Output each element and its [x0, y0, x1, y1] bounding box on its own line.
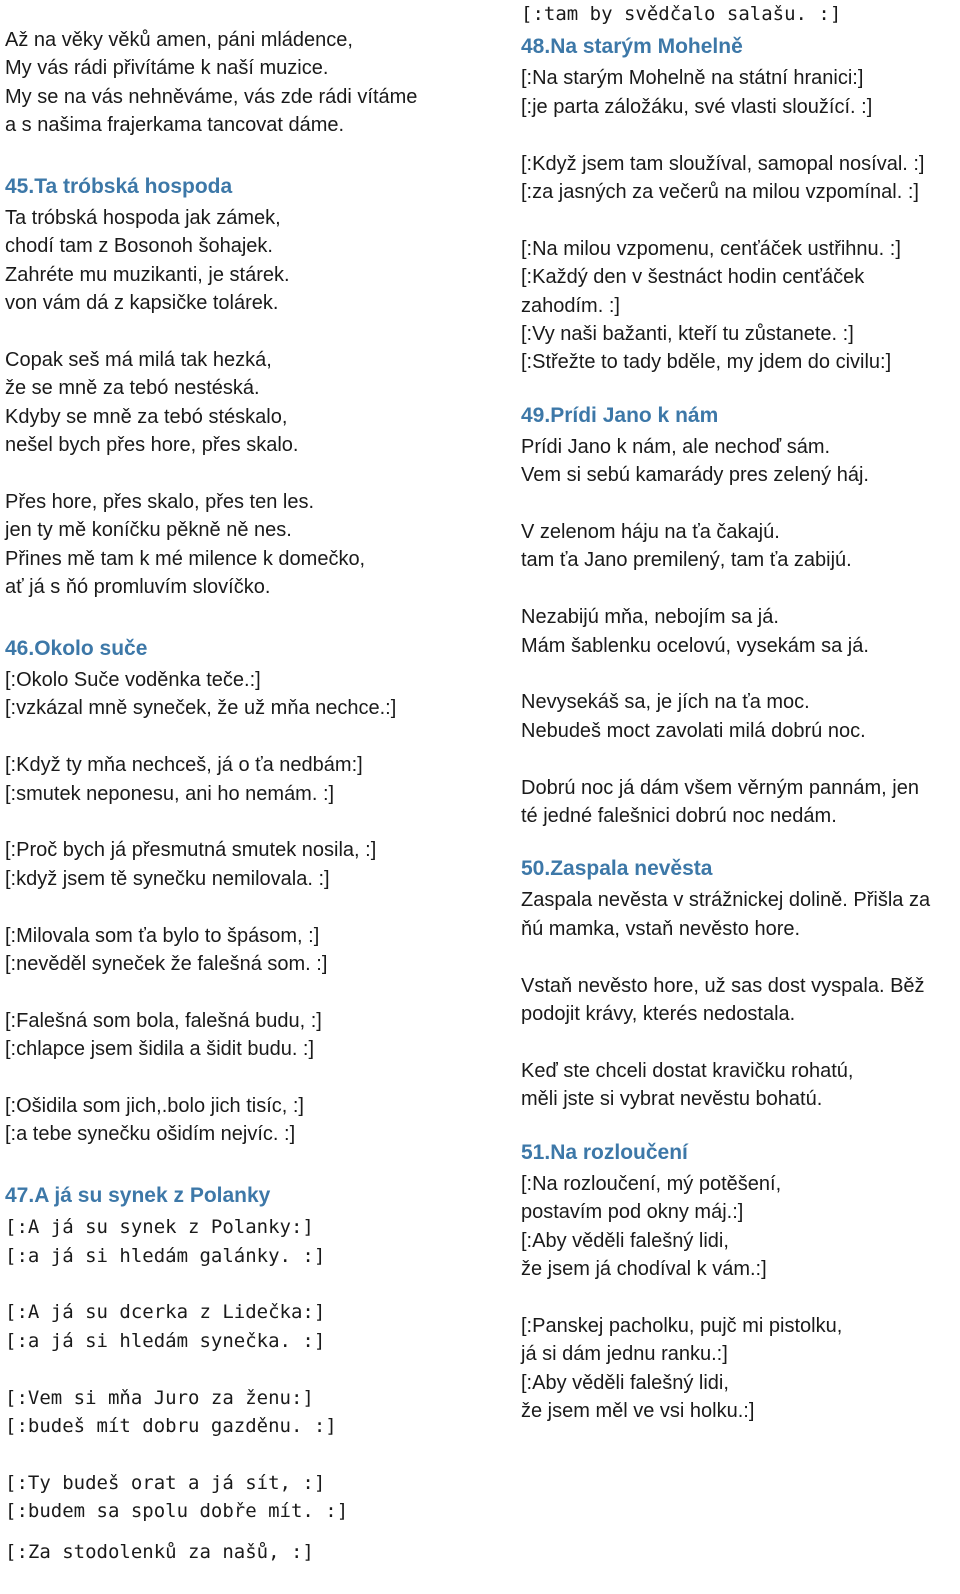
lyric-line: [:za jasných za večerů na milou vzpomínal. :]: [521, 181, 919, 204]
lyric-line: podojit krávy, kterés nedostala.: [521, 1003, 796, 1026]
song-number: 49.: [521, 403, 551, 427]
lyric-line: [:Falešná som bola, falešná budu, :]: [5, 1009, 322, 1032]
lyric-line: [:Když ty mňa nechceš, já o ťa nedbám:]: [5, 754, 363, 777]
song-48: [521, 32, 951, 376]
lyric-line: postavím pod okny máj.:]: [521, 1201, 744, 1224]
lyric-line: Přes hore, přes skalo, přes ten les.: [5, 491, 315, 514]
lyric-line: Copak seš má milá tak hezká,: [5, 349, 272, 372]
song-50: [521, 854, 951, 1113]
lyric-line: [:chlapce jsem šidila a šidit budu. :]: [5, 1038, 315, 1061]
intro-line: Až na věky věků amen, páni mládence,: [5, 29, 353, 51]
lyric-line: Kdyby se mně za tebó stéskalo,: [5, 405, 288, 428]
lyric-line: že jsem já chodíval k vám.:]: [521, 1257, 767, 1280]
lyric-line: [:smutek neponesu, ani ho nemám. :]: [5, 782, 335, 805]
song-47: [5, 1181, 505, 1525]
song-number: 46.: [5, 637, 35, 661]
lyric-line: Vem si sebú kamarády pres zelený háj.: [521, 464, 869, 487]
lyric-line: Nezabijú mňa, nebojím sa já.: [521, 606, 779, 629]
lyric-line: Nebudeš moct zavolati milá dobrú noc.: [521, 719, 866, 742]
song-title: Prídi Jano k nám: [550, 403, 719, 427]
song-title: Zaspala nevěsta: [550, 857, 713, 881]
lyric-line: [:Panskej pacholku, pujč mi pistolku,: [521, 1314, 843, 1337]
lyric-line: [:když jsem tě synečku nemilovala. :]: [5, 867, 330, 890]
lyric-line: [:Každý den v šestnáct hodin cenťáček: [521, 266, 865, 289]
continued-line: [:tam by svědčalo salašu. :]: [521, 3, 842, 25]
song-heading: [521, 32, 951, 62]
song-heading: [5, 172, 505, 202]
lyric-line: že se mně za tebó nestéská.: [5, 377, 260, 400]
lyric-line: [:Milovala som ťa bylo to špásom, :]: [5, 924, 320, 947]
song-46: [5, 634, 505, 1149]
lyric-line: V zelenom háju na ťa čakajú.: [521, 521, 780, 544]
lyric-line: chodí tam z Bosonoh šohajek.: [5, 235, 273, 258]
song-number: 51.: [521, 1140, 551, 1164]
lyric-line: [:Okolo Suče voděnka teče.:]: [5, 669, 261, 692]
left-column: [5, 26, 505, 1526]
intro-line: My vás rádi přivítáme k naší muzice.: [5, 57, 329, 80]
lyric-line: Mám šablenku ocelovú, vysekám sa já.: [521, 634, 869, 657]
song-title: Ta tróbská hospoda: [34, 175, 233, 199]
lyric-line: [:a tebe synečku ošidím nejvíc. :]: [5, 1123, 296, 1146]
song-title: Okolo suče: [34, 637, 148, 661]
lyric-line: že jsem měl ve vsi holku.:]: [521, 1399, 755, 1422]
song-heading: [521, 1138, 951, 1168]
lyric-line: nešel bych přes hore, přes skalo.: [5, 434, 299, 457]
song-heading: [5, 634, 505, 664]
lyric-line: [:A já su dcerka z Lidečka:]: [5, 1301, 326, 1324]
lyric-line: Přines mě tam k mé milence k domečko,: [5, 547, 366, 570]
lyric-line: tam ťa Jano premilený, tam ťa zabijú.: [521, 549, 852, 572]
intro-stanza: [5, 26, 505, 140]
lyric-line: Keď ste chceli dostat kravičku rohatú,: [521, 1059, 854, 1082]
lyric-line: [:budeš mít dobru gazděnu. :]: [5, 1415, 337, 1438]
lyric-line: té jedné falešnici dobrú noc nedám.: [521, 805, 837, 828]
intro-line: My se na vás nehněváme, vás zde rádi vítáme: [5, 85, 418, 108]
lyric-line: [:Střežte to tady bděle, my jdem do civilu:]: [521, 351, 892, 374]
lyric-line: [:je parta záložáku, své vlasti sloužící. :]: [521, 95, 873, 118]
lyric-line: [:Na rozloučení, mý potěšení,: [521, 1172, 782, 1195]
lyric-line: [:Na starým Mohelně na státní hranici:]: [521, 67, 864, 90]
lyric-line: jen ty mě koníčku pěkně ně nes.: [5, 519, 292, 542]
lyric-line: [:A já su synek z Polanky:]: [5, 1216, 314, 1239]
song-49: [521, 401, 951, 831]
song-number: 50.: [521, 857, 551, 881]
lyric-line: ňú mamka, vstaň nevěsto hore.: [521, 917, 801, 940]
lyric-line: [:a já si hledám synečka. :]: [5, 1329, 326, 1352]
lyric-line: Ta tróbská hospoda jak zámek,: [5, 207, 281, 230]
song-title: Na rozloučení: [550, 1140, 688, 1164]
lyric-line: Zaspala nevěsta v strážnickej dolině. Přišla za: [521, 889, 931, 912]
lyric-line: von vám dá z kapsičke tolárek.: [5, 292, 279, 315]
intro-line: a s našima frajerkama tancovat dáme.: [5, 114, 345, 137]
song-title: A já su synek z Polanky: [34, 1184, 271, 1208]
lyric-line: ať já s ňó promluvím slovíčko.: [5, 576, 271, 599]
lyric-line: [:Ty budeš orat a já sít, :]: [5, 1471, 326, 1494]
lyric-line: [:Aby věděli falešný lidi,: [521, 1371, 729, 1394]
lyric-line: já si dám jednu ranku.:]: [521, 1343, 728, 1366]
lyric-line: [:Vem si mňa Juro za ženu:]: [5, 1386, 314, 1409]
lyric-line: [:Když jsem tam sloužíval, samopal nosíval. :]: [521, 152, 925, 175]
lyric-line: [:a já si hledám galánky. :]: [5, 1244, 326, 1267]
song-number: 45.: [5, 175, 35, 199]
lyric-line: Vstaň nevěsto hore, už sas dost vyspala. Běž: [521, 974, 925, 997]
lyric-line: Prídi Jano k nám, ale nechoď sám.: [521, 435, 831, 458]
lyric-line: [:Proč bych já přesmutná smutek nosila, :]: [5, 839, 377, 862]
lyric-line: měli jste si vybrat nevěstu bohatú.: [521, 1088, 823, 1111]
lyric-line: [:Ošidila som jich,.bolo jich tisíc, :]: [5, 1095, 304, 1118]
song-heading: [5, 1181, 505, 1211]
song-heading: [521, 854, 951, 884]
song-number: 48.: [521, 35, 551, 59]
song-heading: [521, 401, 951, 431]
lyric-line: [:Vy naši bažanti, kteří tu zůstanete. :]: [521, 323, 854, 346]
lyric-line: [:vzkázal mně syneček, že už mňa nechce.:]: [5, 697, 397, 720]
lyric-line: Dobrú noc já dám všem věrným pannám, jen: [521, 776, 919, 799]
song-51: [521, 1138, 951, 1426]
lyric-line: [:nevěděl syneček že falešná som. :]: [5, 953, 328, 976]
song-45: [5, 172, 505, 602]
song-title: Na starým Mohelně: [550, 35, 743, 59]
song-number: 47.: [5, 1184, 35, 1208]
lyric-line: zahodím. :]: [521, 294, 620, 317]
lyric-line: [:Na milou vzpomenu, cenťáček ustřihnu. :]: [521, 237, 901, 260]
lyric-line: Nevysekáš sa, je jích na ťa moc.: [521, 691, 810, 714]
right-column: [521, 0, 951, 1425]
continued-line: [:Za stodolenků za našů, :]: [5, 1541, 314, 1563]
lyric-line: Zahréte mu muzikanti, je stárek.: [5, 263, 290, 286]
lyric-line: [:budem sa spolu dobře mít. :]: [5, 1500, 349, 1523]
lyric-line: [:Aby věděli falešný lidi,: [521, 1229, 729, 1252]
